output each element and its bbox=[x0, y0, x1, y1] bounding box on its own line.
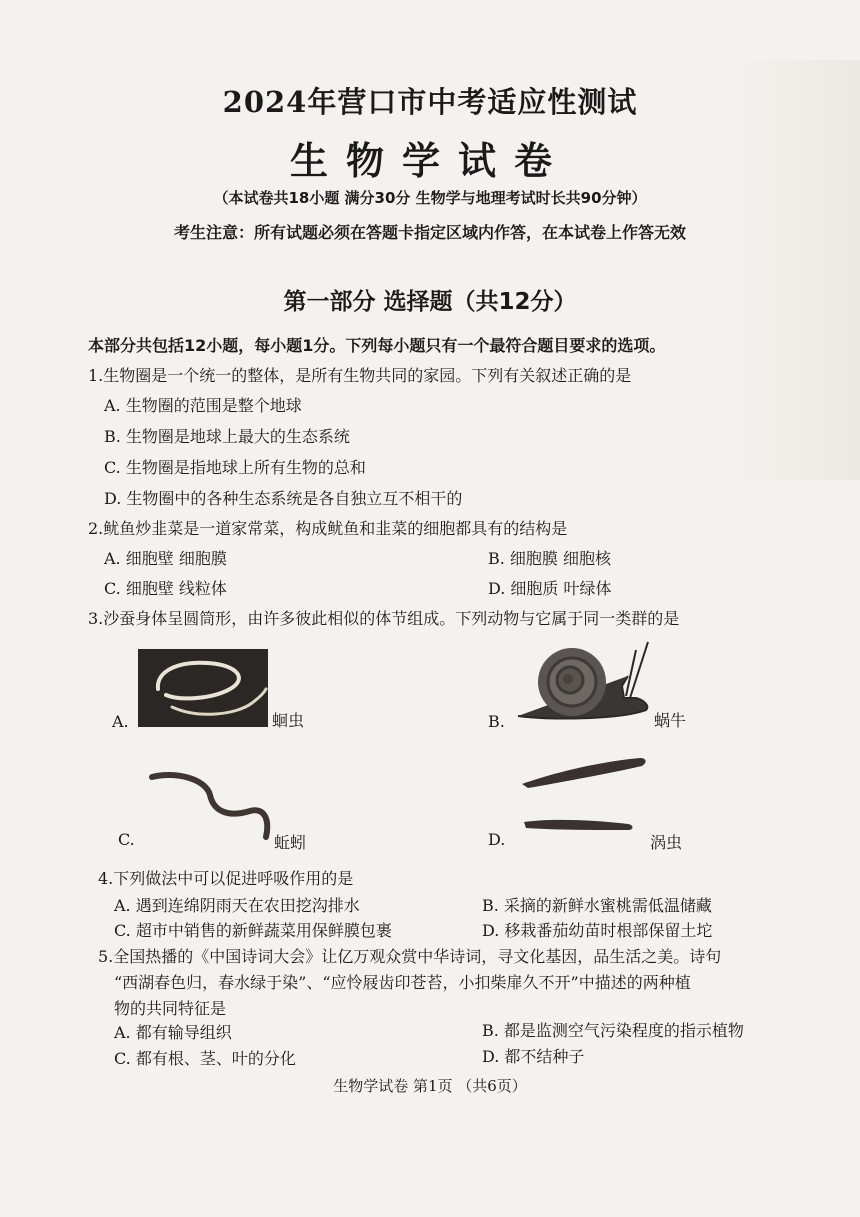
section-title: 第一部分 选择题（共12分） bbox=[283, 289, 577, 315]
q4-option-c: C. 超市中销售的新鲜蔬菜用保鲜膜包裹 bbox=[114, 921, 392, 940]
q4-option-d: D. 移栽番茄幼苗时根部保留土坨 bbox=[482, 921, 713, 940]
planarian-image bbox=[510, 748, 650, 838]
page-footer: 生物学试卷 第1页 （共6页） bbox=[333, 1077, 527, 1095]
section-instruction: 本部分共包括12小题，每小题1分。下列每小题只有一个最符合题目要求的选项。 bbox=[88, 336, 666, 355]
q1-option-b: B. 生物圈是地球上最大的生态系统 bbox=[104, 427, 350, 446]
exam-notice: 考生注意：所有试题必须在答题卡指定区域内作答，在本试卷上作答无效 bbox=[173, 223, 686, 242]
q1-option-a: A. 生物圈的范围是整个地球 bbox=[104, 396, 302, 415]
q2-option-c: C. 细胞壁 线粒体 bbox=[104, 579, 227, 598]
q3-option-b-letter: B. bbox=[488, 712, 505, 731]
exam-subtitle: 生物学试卷 bbox=[289, 139, 570, 183]
q5-option-a: A. 都有输导组织 bbox=[114, 1023, 232, 1042]
q3-option-d-name: 涡虫 bbox=[650, 833, 683, 852]
q3-option-c-letter: C. bbox=[118, 830, 135, 849]
q1-option-d: D. 生物圈中的各种生态系统是各自独立互不相干的 bbox=[104, 489, 463, 508]
q5-stem-line1: 5.全国热播的《中国诗词大会》让亿万观众赏中华诗词，寻文化基因，品生活之美。诗句 bbox=[98, 947, 722, 966]
exam-title: 2024年营口市中考适应性测试 bbox=[222, 85, 638, 119]
q3-option-d-letter: D. bbox=[488, 830, 506, 849]
exam-info: （本试卷共18小题 满分30分 生物学与地理考试时长共90分钟） bbox=[213, 189, 647, 207]
q3-option-a-name: 蛔虫 bbox=[272, 711, 305, 730]
bleed-through-shadow bbox=[730, 60, 860, 480]
q1-option-c: C. 生物圈是指地球上所有生物的总和 bbox=[104, 458, 366, 477]
q5-stem-line3: 物的共同特征是 bbox=[114, 999, 227, 1018]
q5-option-b: B. 都是监测空气污染程度的指示植物 bbox=[482, 1021, 744, 1040]
q3-stem: 3.沙蚕身体呈圆筒形，由许多彼此相似的体节组成。下列动物与它属于同一类群的是 bbox=[88, 609, 680, 628]
q2-option-d: D. 细胞质 叶绿体 bbox=[488, 579, 612, 598]
snail-image bbox=[508, 636, 658, 726]
q3-option-c-name: 蚯蚓 bbox=[274, 833, 307, 852]
q3-option-b-name: 蜗牛 bbox=[654, 711, 687, 730]
q4-option-a: A. 遇到连绵阴雨天在农田挖沟排水 bbox=[114, 896, 360, 915]
q4-option-b: B. 采摘的新鲜水蜜桃需低温储藏 bbox=[482, 896, 712, 915]
q5-stem-line2: “西湖春色归，春水绿于染”、“应怜屐齿印苍苔，小扣柴扉久不开”中描述的两种植 bbox=[114, 973, 691, 992]
q4-stem: 4.下列做法中可以促进呼吸作用的是 bbox=[98, 869, 354, 888]
q2-stem: 2.鱿鱼炒韭菜是一道家常菜，构成鱿鱼和韭菜的细胞都具有的结构是 bbox=[88, 519, 568, 538]
q2-option-a: A. 细胞壁 细胞膜 bbox=[104, 549, 227, 568]
earthworm-image bbox=[146, 765, 276, 845]
q5-option-d: D. 都不结种子 bbox=[482, 1047, 585, 1066]
q3-option-a-letter: A. bbox=[112, 712, 129, 731]
roundworm-image bbox=[138, 649, 268, 727]
q5-option-c: C. 都有根、茎、叶的分化 bbox=[114, 1049, 296, 1068]
q1-stem: 1.生物圈是一个统一的整体，是所有生物共同的家园。下列有关叙述正确的是 bbox=[88, 366, 632, 385]
q2-option-b: B. 细胞膜 细胞核 bbox=[488, 549, 612, 568]
